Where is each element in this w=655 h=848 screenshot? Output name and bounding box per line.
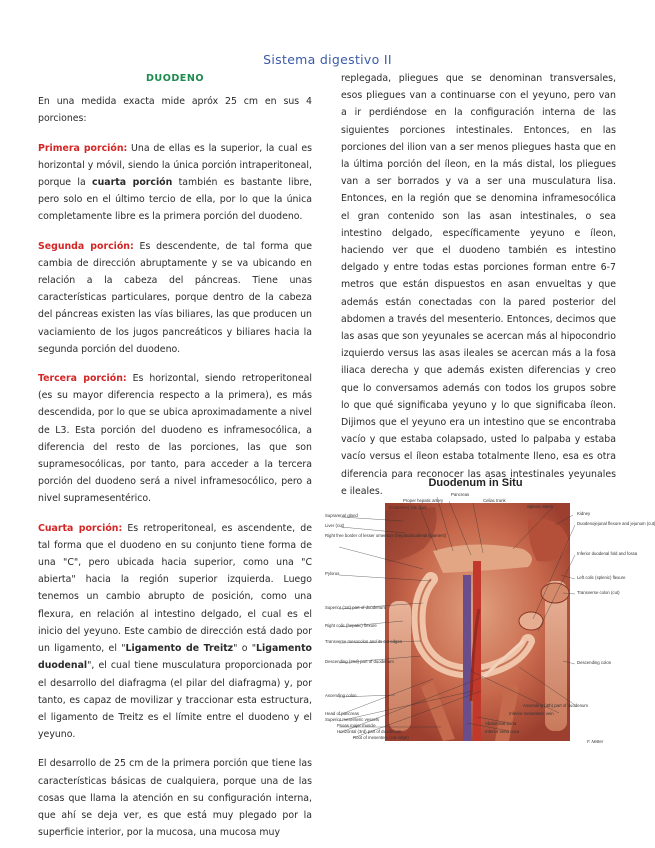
cuarta-porcion-heading: Cuarta porción: (38, 522, 123, 534)
ascending-colon-shape (389, 601, 411, 731)
label-superior-mesenteric-vessels: Superior mesenteric vessels (325, 717, 379, 722)
label-abdominal-aorta: Abdominal aorta (485, 721, 517, 726)
page-title: Sistema digestivo II (263, 52, 392, 67)
tercera-porcion-heading: Tercera porción: (38, 373, 127, 385)
label-suprarenal-gland: Suprarenal gland (325, 513, 358, 518)
label-splenic-artery: Splenic artery (527, 504, 554, 509)
descending-colon-shape (545, 581, 567, 731)
label-liver-cut: Liver (cut) (325, 523, 345, 528)
label-celiac-trunk: Celiac trunk (483, 498, 506, 503)
paragraph-text: Es retroperitoneal, es ascendente, de tal forma que el duodeno en su conjunto tiene forma de una "C", pero ubicada hacia superior, como una "C abierta" hacia la región superior izquierda. Luego tenemos un cambio abrupto de posición, como una flexura, en relación al intestino delgado, el cual es el inicio del yeyuno. Este cambio de dirección está dado por un ligamento, el " (38, 522, 312, 655)
label-inferior-vena-cava: Inferior vena cava (485, 729, 520, 734)
label-superior-duodenum: Superior (1st) part of duodenum (325, 605, 386, 610)
primera-porcion-heading: Primera porción: (38, 142, 128, 154)
label-ascending-duodenum: Ascending (4th) part of duodenum (523, 703, 588, 708)
label-inferior-duodenal-fold: Inferior duodenal fold and fossa (577, 551, 638, 556)
intro-paragraph: En una medida exacta mide apróx 25 cm en sus 4 porciones: (38, 96, 312, 125)
label-head-of-pancreas: Head of pancreas (325, 711, 359, 716)
bold-term: Ligamento de Treitz (125, 643, 234, 655)
label-inferior-mesenteric-vein: Inferior mesenteric vein (509, 711, 554, 716)
label-kidney: Kidney (577, 511, 591, 516)
figure-signature: F. Netter (587, 739, 604, 744)
paragraph-desarrollo: El desarrollo de 25 cm de la primera porción que tiene las características básicas de cualquiera, porque una de las cosas que llama la atención en su configuración interna, que ahí se deja ver, es que está muy plegado por la superficie interior, por la mucosa, una mucosa muy (38, 758, 312, 839)
label-descending-colon: Descending colon (577, 660, 612, 665)
paragraph-cuarta-porcion (38, 520, 312, 744)
label-common-bile-duct: (Common) bile duct (389, 505, 427, 510)
paragraph-segunda-porcion (38, 238, 312, 358)
bold-term: Ligamento duodenal (38, 643, 312, 672)
label-transverse-mesocolon: Transverse mesocolon and its cut edges (325, 639, 402, 644)
label-psoas-major: Psoas major muscle (337, 723, 376, 728)
segunda-porcion-heading: Segunda porción: (38, 240, 134, 252)
label-lesser-omentum-text: Right free border of lesser omentum (hepatoduodenal ligament) (325, 533, 447, 538)
vena-cava-shape (463, 575, 471, 741)
label-horizontal-duodenum: Horizontal (3rd) part of duodenum (337, 729, 402, 734)
paragraph-text: ", el cual tiene musculatura proporcionada por el desarrollo del diafragma (el pilar del diafragma) y, por tanto, es capaz de movilizar y traccionar esta estructura, el ligamento de Treitz es el límite entre el duodeno y el yeyuno. (38, 660, 312, 741)
label-right-colic-flexure: Right colic (hepatic) flexure (325, 623, 377, 628)
duodenum-illustration (323, 491, 655, 755)
left-column (38, 70, 312, 841)
paragraph-text: Es descendente, de tal forma que cambia de dirección abruptamente y se va ubicando en relación a la cabeza del páncreas. Tiene unas características particulares, porque dentro de la cabeza del páncreas existen las vías biliares, las que producen un vaciamiento de los jugos pancreáticos y biliares hacia la segunda porción del duodeno. (38, 240, 312, 355)
paragraph-tercera-porcion (38, 370, 312, 508)
label-pylorus: Pylorus (325, 571, 340, 576)
paragraph-text: Una de ellas es la superior, la cual es horizontal y móvil, siendo la única porción intraperitoneal, porque la (38, 142, 312, 189)
paragraph-continuation: replegada, pliegues que se denominan transversales, esos pliegues van a continuarse con el yeyuno, pero van a ir perdiéndose en la configuración interna de las siguientes porciones intestinales. Entonces, en las porciones del ilion van a ser menos pliegues hasta que en la última porción del íleon, en la más distal, los pliegues van a ser borrados y va a ser una musculatura lisa. Entonces, en la región que se denomina inframesocólica el gran contenido son las asan intestinales, o sea intestino delgado, específicamente yeyuno e íleon, haciendo ver que el duodeno también es intestino delgado y entre todas estas porciones forman entre 6-7 metros que están dispuestos en asan envueltas y que además están conectadas con la pared posterior del abdomen a través del mesenterio. Entonces, decimos que las asas que son yeyunales se acercan más al hipocondrio izquierdo versus las asas ileales se acercan más a la fosa iliaca derecha y que además existen diferencias y creo que lo conversamos además con todos los grupos sobre lo que qué significaba yeyuno y lo que significaba íleon. Dijimos que el yeyuno era un intestino que se encontraba vacío y que estaba colapsado, usted lo palpaba y estaba vacío versus el íleon estaba totalmente lleno, esa es otra diferencia para reconocer las asas intestinales yeyunales e ileales. (341, 73, 616, 497)
jejunum-cut (519, 612, 543, 630)
figure-title: Duodenum in Situ (428, 477, 523, 489)
label-left-colic-flexure: Left colic (splenic) flexure (577, 575, 626, 580)
label-lesser-omentum (325, 533, 447, 538)
right-column (341, 70, 616, 500)
bold-term: cuarta porción (92, 177, 173, 189)
duodenum-figure (323, 477, 655, 755)
label-ascending-colon: Ascending colon (325, 693, 357, 698)
label-root-of-mesentery: Root of mesentery (cut edge) (353, 735, 409, 740)
paragraph-text: " o " (233, 643, 257, 655)
paragraph-primera-porcion (38, 140, 312, 226)
label-proper-hepatic-artery: Proper hepatic artery (403, 498, 444, 503)
label-duodenojejunal-flexure: Duodenojejunal flexure and jejunum (cut) (577, 521, 655, 526)
paragraph-text: Es horizontal, siendo retroperitoneal (es su mayor diferencia respecto a la primera), es más descendida, por lo que se ubica aproximadamente a nivel de L3. Esta porción del duodeno es inframesocólica, a diferencia del resto de las porciones, las que son supramesocólicas, por tanto, para acceder a la tercera porción del duodeno será a nivel inframesocólico, pero a nivel supramesentérico. (38, 373, 312, 505)
label-pancreas: Pancreas (451, 492, 470, 497)
paragraph-text: también es bastante libre, pero solo en el último tercio de ella, por lo que la única completamente libre es la primera porción del duodeno. (38, 177, 312, 223)
section-heading: DUODENO (145, 73, 205, 84)
label-transverse-colon: Transverse colon (cut) (577, 590, 620, 595)
label-descending-duodenum: Descending (2nd) part of duodenum (325, 659, 394, 664)
